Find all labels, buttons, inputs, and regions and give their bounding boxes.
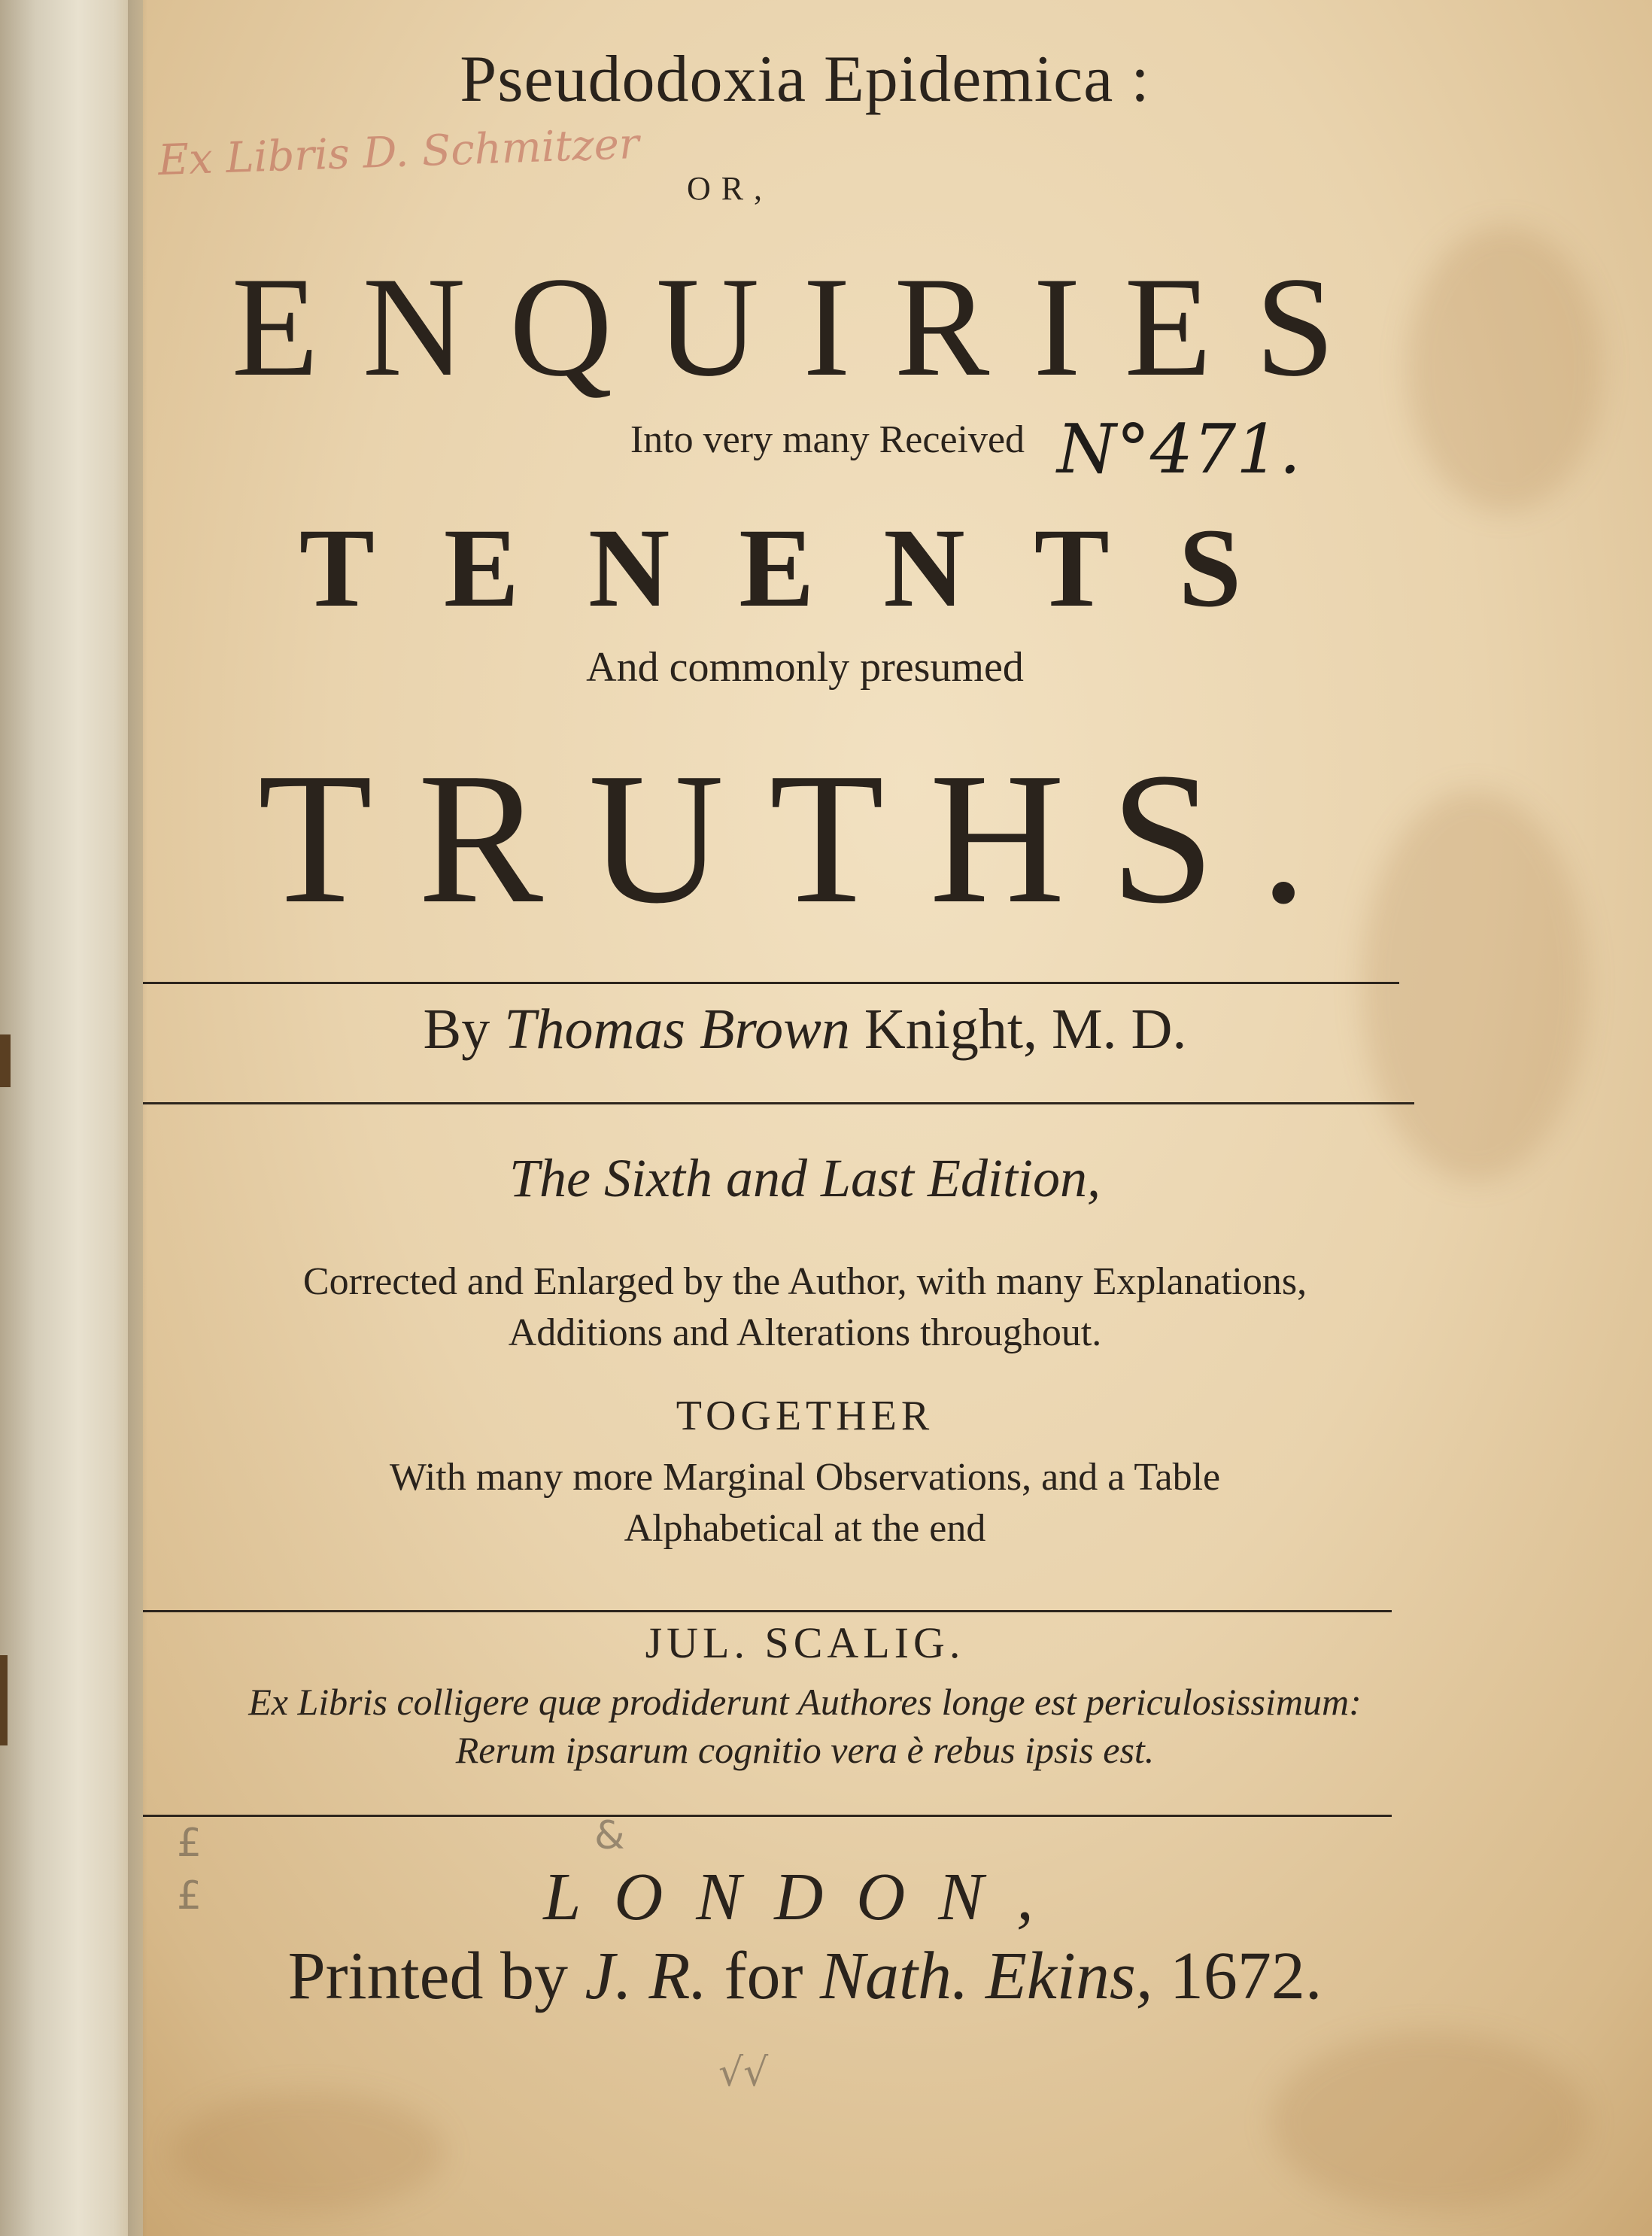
imprint-bookseller: Nath. Ekins, <box>819 1939 1153 2013</box>
marginal-line-2: Alphabetical at the end <box>624 1507 986 1550</box>
rule-divider <box>143 1610 1392 1612</box>
marginal-line-1: With many more Marginal Observations, and a Table <box>389 1456 1221 1499</box>
rule-divider <box>143 1815 1392 1817</box>
foxing-stain <box>173 2092 444 2212</box>
title-into-line: Into very many Received <box>630 418 1025 461</box>
title-page <box>143 0 1652 2236</box>
imprint-line <box>143 1937 1467 2015</box>
binding-gutter <box>0 0 143 2236</box>
binding-tab <box>0 1034 11 1087</box>
corrected-text <box>143 1256 1467 1359</box>
epigraph-attribution: JUL. SCALIG. <box>645 1618 965 1667</box>
corrected-line-2: Additions and Alterations throughout. <box>508 1311 1102 1354</box>
author-title: Knight, M. D. <box>864 998 1187 1061</box>
foxing-stain <box>1271 2031 1587 2212</box>
pencil-mark: √√ <box>718 2050 769 2095</box>
marginal-text <box>143 1452 1467 1554</box>
imprint-place: LONDON, <box>543 1860 1067 1934</box>
title-truths: TRUTHS. <box>257 734 1353 943</box>
author-byline <box>143 997 1467 1062</box>
pencil-mark: £ <box>177 1821 202 1866</box>
epigraph-line-1: Ex Libris colligere quæ prodiderunt Authores longe est periculosissimum: <box>248 1681 1362 1723</box>
epigraph-text <box>143 1678 1467 1774</box>
imprint-for: for <box>724 1939 803 2013</box>
epigraph-line-2: Rerum ipsarum cognitio vera è rebus ipsis est. <box>455 1729 1155 1771</box>
handwritten-number: N°471. <box>1057 410 1301 489</box>
pencil-mark: & <box>594 1813 625 1858</box>
corrected-line-1: Corrected and Enlarged by the Author, with many Explanations, <box>302 1260 1307 1303</box>
together-heading: TOGETHER <box>676 1393 934 1439</box>
rule-divider <box>143 982 1399 984</box>
title-enquiries: ENQUIRIES <box>231 248 1379 406</box>
byline-by: By <box>423 998 490 1061</box>
title-or: OR, <box>686 170 773 207</box>
binding-tab <box>0 1655 8 1745</box>
imprint-printed-by: Printed by <box>287 1939 569 2013</box>
title-commonly-line: And commonly presumed <box>586 644 1024 691</box>
imprint-printer: J. R. <box>585 1939 707 2013</box>
book-title: Pseudodoxia Epidemica : <box>460 43 1150 116</box>
rule-divider <box>143 1102 1414 1104</box>
imprint-year: 1672. <box>1169 1939 1323 2013</box>
author-name: Thomas Brown <box>504 998 850 1061</box>
edition-line: The Sixth and Last Edition, <box>509 1148 1101 1208</box>
title-tenents: TENENTS <box>299 506 1311 630</box>
pencil-mark: £ <box>177 1873 202 1919</box>
ownership-stamp: Ex Libris D. Schmitzer <box>157 119 640 186</box>
